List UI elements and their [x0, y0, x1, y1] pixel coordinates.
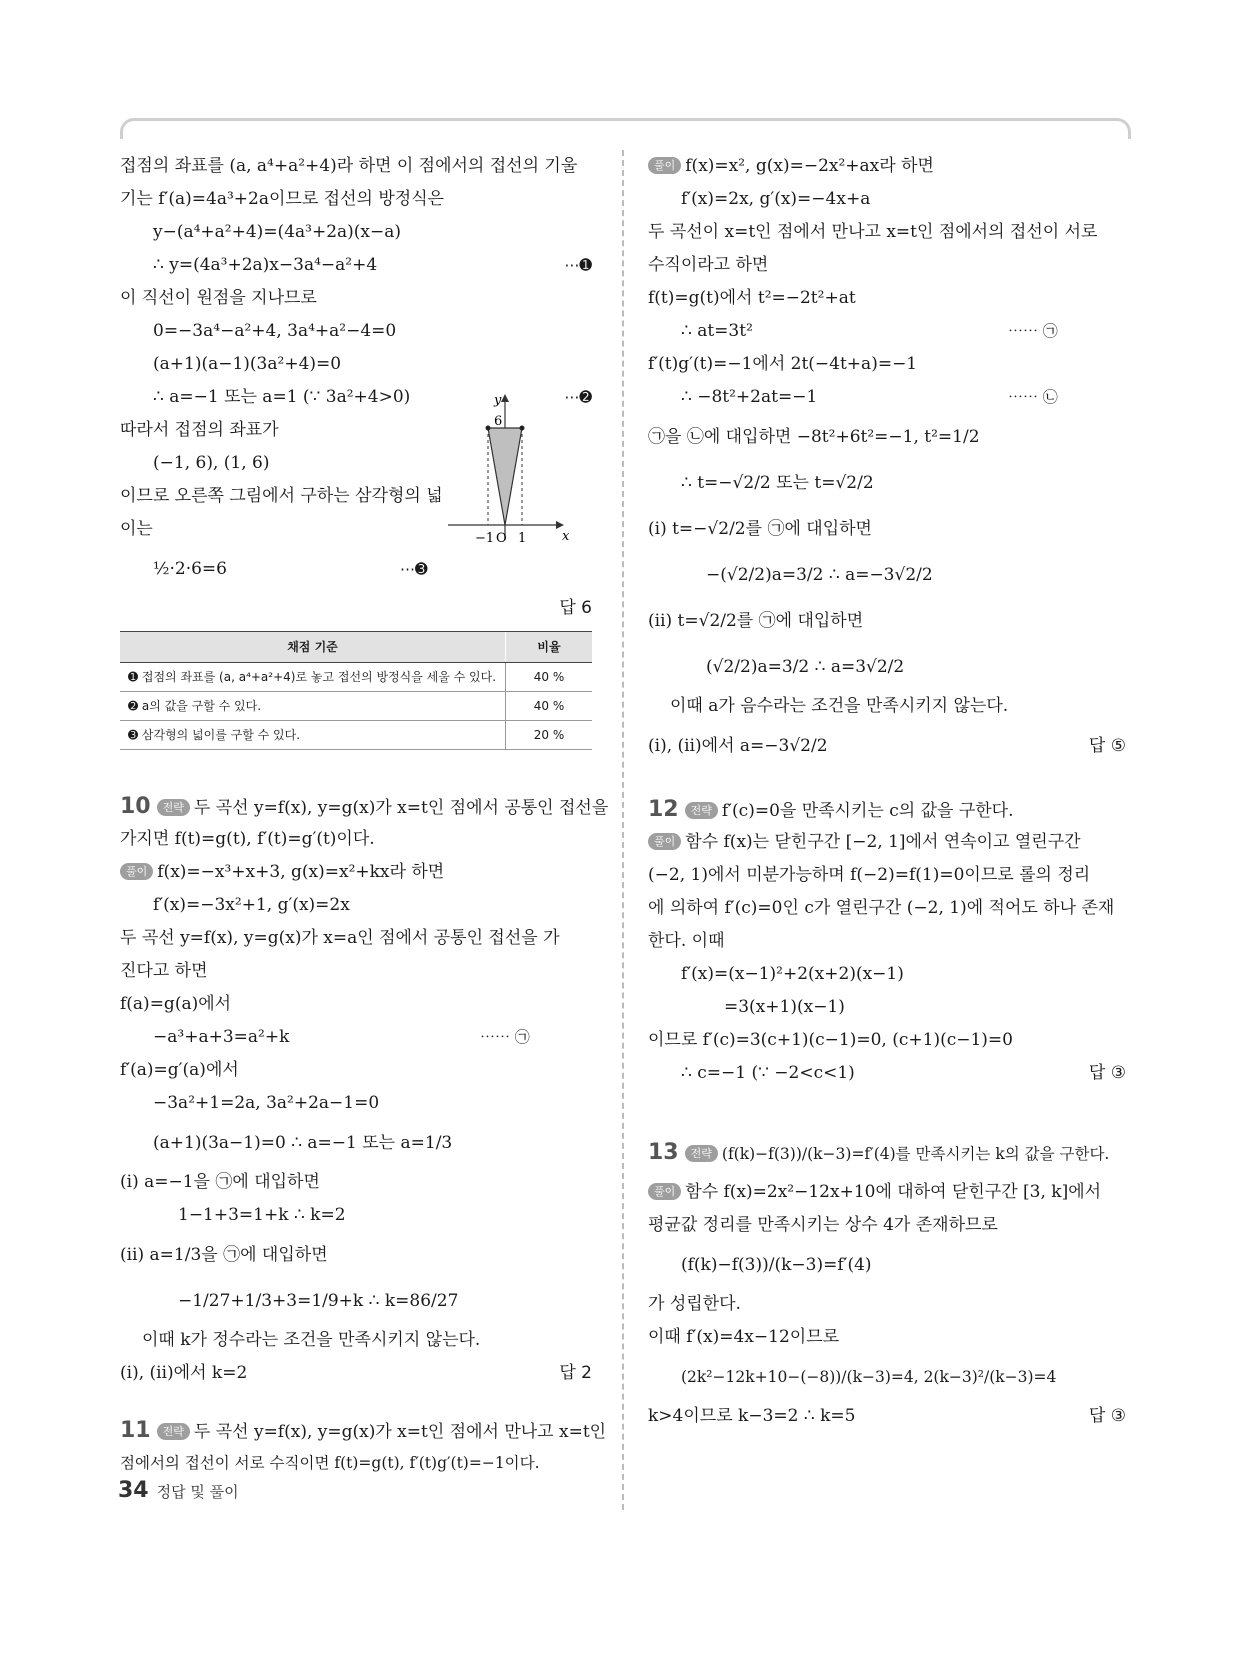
table-header: 채점 기준 — [120, 632, 506, 663]
table-row — [120, 721, 592, 750]
equation: 이므로 f′(c)=3(c+1)(c−1)=0, (c+1)(c−1)=0 — [648, 1030, 1013, 1050]
strategy-text: 점에서의 접선이 서로 수직이면 f(t)=g(t), f′(t)g′(t)=−1이다. — [120, 1454, 540, 1472]
equation-text: (ⅰ), (ⅱ)에서 k=2 — [120, 1363, 248, 1383]
problem-10-strategy — [120, 790, 609, 823]
text-line: 이 직선이 원점을 지나므로 — [120, 288, 317, 308]
origin-label: O — [496, 531, 507, 546]
solution-line — [648, 826, 1126, 859]
right-column — [648, 150, 1126, 1433]
text-line: (ⅱ) t=√2/2를 ㉠에 대입하면 — [648, 611, 864, 631]
equation-text: ∴ −8t²+2at=−1 — [681, 387, 818, 407]
text-line: 함수 f(x)는 닫힌구간 [−2, 1]에서 연속이고 열린구간 — [685, 832, 1081, 852]
tangent-point — [520, 426, 525, 431]
table-cell: 20 % — [506, 721, 593, 750]
scoring-table — [120, 631, 592, 750]
text-line: (ⅰ) a=−1을 ㉠에 대입하면 — [120, 1172, 320, 1192]
tangent-point — [486, 426, 491, 431]
equation-text: (ⅰ), (ⅱ)에서 a=−3√2/2 — [648, 736, 828, 756]
strategy-text: 두 곡선 y=f(x), y=g(x)가 x=t인 점에서 공통인 접선을 — [193, 798, 609, 818]
page-number: 34 — [118, 1478, 149, 1503]
equation — [120, 1021, 592, 1054]
equation-text: ∴ a=−1 또는 a=1 (∵ 3a²+4>0) — [153, 387, 411, 407]
step-marker: ⋯➌ — [400, 560, 428, 578]
text-line: 진다고 하면 — [120, 961, 208, 981]
step-marker: ⋯➋ — [564, 388, 592, 406]
answer-line — [120, 592, 592, 625]
text-line: 평균값 정리를 만족시키는 상수 4가 존재하므로 — [648, 1215, 998, 1235]
text-line: 두 곡선 y=f(x), y=g(x)가 x=a인 점에서 공통인 접선을 가 — [120, 928, 560, 948]
equation: 1−1+3=1+k ∴ k=2 — [178, 1205, 346, 1225]
conclusion-line — [648, 723, 1126, 769]
equation: ㉠을 ㉡에 대입하면 −8t²+6t²=−1, t²=1/2 — [648, 427, 980, 447]
equation-text: ½·2·6=6 — [153, 559, 227, 579]
left-column — [120, 150, 609, 1480]
equation-text: ∴ y=(4a³+2a)x−3a⁴−a²+4 — [153, 255, 378, 275]
solution-badge: 풀이 — [120, 863, 153, 880]
solution-badge: 풀이 — [648, 1183, 681, 1200]
page-header-rule — [120, 118, 1131, 139]
equation: (2k²−12k+10−(−8))/(k−3)=4, 2(k−3)²/(k−3)=4 — [681, 1368, 1057, 1386]
answer-label: 답 6 — [559, 598, 592, 618]
triangle-graph — [448, 390, 578, 550]
strategy-text: 두 곡선 y=f(x), y=g(x)가 x=t인 점에서 만나고 x=t인 — [193, 1422, 607, 1442]
strategy-text: f′(c)=0을 만족시키는 c의 값을 구한다. — [721, 801, 1014, 821]
conclusion-line — [648, 1057, 1126, 1090]
equation: =3(x+1)(x−1) — [724, 997, 845, 1017]
solution-line — [648, 1176, 1126, 1209]
equation — [120, 546, 592, 592]
text-line: 한다. 이때 — [648, 931, 725, 951]
equation-text: f(x)=x², g(x)=−2x²+ax라 하면 — [685, 156, 934, 176]
text-line: (ⅰ) t=−√2/2를 ㉠에 대입하면 — [648, 519, 872, 539]
answer-label: 답 ⑤ — [1088, 736, 1126, 756]
equation-label: ⋯⋯ ㉠ — [480, 1028, 530, 1046]
text-line: 함수 f(x)=2x²−12x+10에 대하여 닫힌구간 [3, k]에서 — [685, 1182, 1102, 1202]
text-line: 에 의하여 f′(c)=0인 c가 열린구간 (−2, 1)에 적어도 하나 존재 — [648, 898, 1115, 918]
text-line: f(a)=g(a)에서 — [120, 994, 232, 1014]
table-cell: ➋ a의 값을 구할 수 있다. — [120, 692, 506, 721]
step-marker: ⋯➊ — [564, 256, 592, 274]
equation — [648, 315, 1126, 348]
equation: (f(k)−f(3))/(k−3)=f′(4) — [681, 1255, 872, 1275]
equation: (a+1)(a−1)(3a²+4)=0 — [153, 354, 342, 374]
text-line: 두 곡선이 x=t인 점에서 만나고 x=t인 점에서의 접선이 서로 — [648, 222, 1098, 242]
strategy-badge: 전략 — [685, 802, 718, 819]
solution-line — [120, 856, 592, 889]
text-line: 이때 k가 정수라는 조건을 만족시키지 않는다. — [142, 1330, 481, 1350]
solution-badge: 풀이 — [648, 157, 681, 174]
text-line: (ⅱ) a=1/3을 ㉠에 대입하면 — [120, 1245, 328, 1265]
x-axis-label: x — [562, 529, 570, 544]
equation: (a+1)(3a−1)=0 ∴ a=−1 또는 a=1/3 — [153, 1133, 453, 1153]
equation: 0=−3a⁴−a²+4, 3a⁴+a²−4=0 — [153, 321, 397, 341]
equation: f′(x)=−3x²+1, g′(x)=2x — [153, 895, 350, 915]
y-axis-label: y — [494, 393, 502, 408]
equation: y−(a⁴+a²+4)=(4a³+2a)(x−a) — [153, 222, 402, 242]
table-row — [120, 692, 592, 721]
table-cell: ➌ 삼각형의 넓이를 구할 수 있다. — [120, 721, 506, 750]
strategy-text: (f(k)−f(3))/(k−3)=f′(4)를 만족시키는 k의 값을 구한다. — [721, 1145, 1110, 1163]
problem-number: 11 — [120, 1418, 151, 1443]
text-line: 이때 f′(x)=4x−12이므로 — [648, 1327, 840, 1347]
equation: f′(t)g′(t)=−1에서 2t(−4t+a)=−1 — [648, 354, 918, 374]
solution-line — [648, 150, 1126, 183]
y-axis-arrow-icon — [501, 394, 509, 402]
equation: f′(x)=2x, g′(x)=−4x+a — [681, 189, 871, 209]
equation: (√2/2)a=3/2 ∴ a=3√2/2 — [706, 657, 905, 677]
strategy-badge: 전략 — [685, 1145, 718, 1162]
solution-badge: 풀이 — [648, 833, 681, 850]
table-cell: ➊ 접점의 좌표를 (a, a⁴+a²+4)로 놓고 접선의 방정식을 세울 수 있다. — [120, 663, 506, 692]
equation: (−1, 6), (1, 6) — [153, 453, 270, 473]
equation: −(√2/2)a=3/2 ∴ a=−3√2/2 — [706, 565, 933, 585]
answer-label: 답 ③ — [1088, 1406, 1126, 1426]
answer-label: 답 2 — [559, 1363, 592, 1383]
shaded-triangle — [488, 428, 522, 525]
column-divider — [622, 150, 624, 1510]
problem-13-strategy — [648, 1130, 1126, 1176]
problem-number: 12 — [648, 797, 679, 822]
equation-label: ⋯⋯ ㉠ — [1008, 322, 1058, 340]
text-line: (−2, 1)에서 미분가능하며 f(−2)=f(1)=0이므로 롤의 정리 — [648, 865, 1091, 885]
table-cell: 40 % — [506, 663, 593, 692]
text-line: 수직이라고 하면 — [648, 255, 769, 275]
problem-11-strategy — [120, 1414, 607, 1447]
strategy-text: 가지면 f(t)=g(t), f′(t)=g′(t)이다. — [120, 829, 375, 849]
conclusion-line — [648, 1400, 1126, 1433]
x-tick-label: −1 — [475, 531, 495, 546]
page-footer — [118, 1478, 239, 1503]
equation-text: k>4이므로 k−3=2 ∴ k=5 — [648, 1406, 856, 1426]
footer-label: 정답 및 풀이 — [156, 1483, 239, 1501]
text-line: 접점의 좌표를 (a, a⁴+a²+4)라 하면 이 점에서의 접선의 기울 — [120, 156, 578, 176]
text-line: 이므로 오른쪽 그림에서 구하는 삼각형의 넓 — [120, 486, 443, 506]
equation — [648, 381, 1126, 414]
equation: −3a²+1=2a, 3a²+2a−1=0 — [153, 1093, 380, 1113]
text-line: 이때 a가 음수라는 조건을 만족시키지 않는다. — [670, 696, 1009, 716]
strategy-badge: 전략 — [157, 1423, 190, 1440]
text-line: 따라서 접점의 좌표가 — [120, 420, 279, 440]
equation-label: ⋯⋯ ㉡ — [1008, 388, 1058, 406]
x-axis-arrow-icon — [556, 521, 564, 529]
problem-12-strategy — [648, 793, 1126, 826]
table-header: 비율 — [506, 632, 593, 663]
text-line: 기는 f′(a)=4a³+2a이므로 접선의 방정식은 — [120, 189, 445, 209]
equation: ∴ t=−√2/2 또는 t=√2/2 — [681, 473, 874, 493]
text-line: 이는 — [120, 519, 153, 539]
equation: f′(x)=(x−1)²+2(x+2)(x−1) — [681, 964, 904, 984]
problem-number: 10 — [120, 794, 151, 819]
equation-text: ∴ at=3t² — [681, 321, 753, 341]
problem-number: 13 — [648, 1140, 679, 1165]
equation-text: ∴ c=−1 (∵ −2<c<1) — [681, 1063, 855, 1083]
text-line: f′(a)=g′(a)에서 — [120, 1060, 239, 1080]
equation: f(t)=g(t)에서 t²=−2t²+at — [648, 288, 856, 308]
equation: −1/27+1/3+3=1/9+k ∴ k=86/27 — [178, 1291, 459, 1311]
conclusion-line — [120, 1357, 592, 1390]
table-cell: 40 % — [506, 692, 593, 721]
table-row — [120, 663, 592, 692]
equation — [120, 249, 592, 282]
answer-label: 답 ③ — [1088, 1063, 1126, 1083]
equation-text: f(x)=−x³+x+3, g(x)=x²+kx라 하면 — [157, 862, 445, 882]
y-tick-label: 6 — [494, 414, 503, 429]
text-line: 가 성립한다. — [648, 1294, 741, 1314]
strategy-badge: 전략 — [157, 799, 190, 816]
x-tick-label: 1 — [518, 531, 527, 546]
equation-text: −a³+a+3=a²+k — [153, 1027, 290, 1047]
